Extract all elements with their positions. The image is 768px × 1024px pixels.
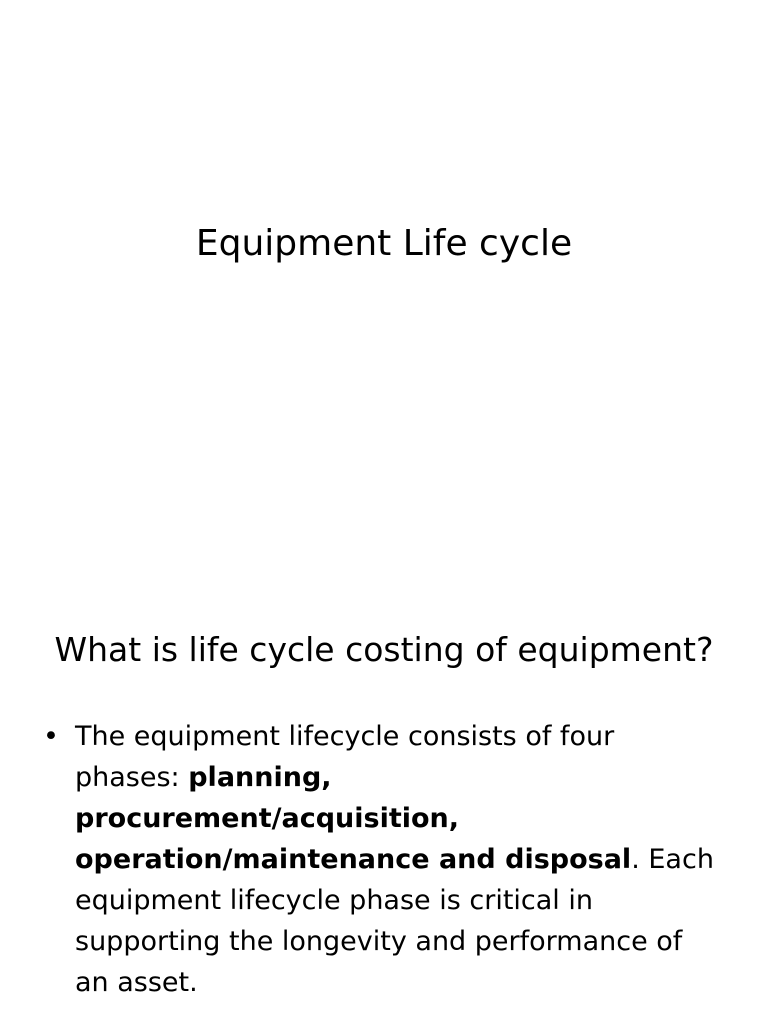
bullet-dot-icon: • [43,721,59,752]
bullet-item [43,716,723,1003]
bullet-text-conclusion: . Each equipment lifecycle phase is critical in supporting the longevity and performance of an asset. [75,844,714,998]
bullet-text-phases: planning, procurement/acquisition, operation/maintenance and disposal [75,762,632,875]
bullet-list [43,716,723,1003]
bullet-text-intro: The equipment lifecycle consists of four phases: [75,721,615,793]
slide-title: Equipment Life cycle [195,223,573,264]
slide-heading: What is life cycle costing of equipment? [54,630,714,669]
